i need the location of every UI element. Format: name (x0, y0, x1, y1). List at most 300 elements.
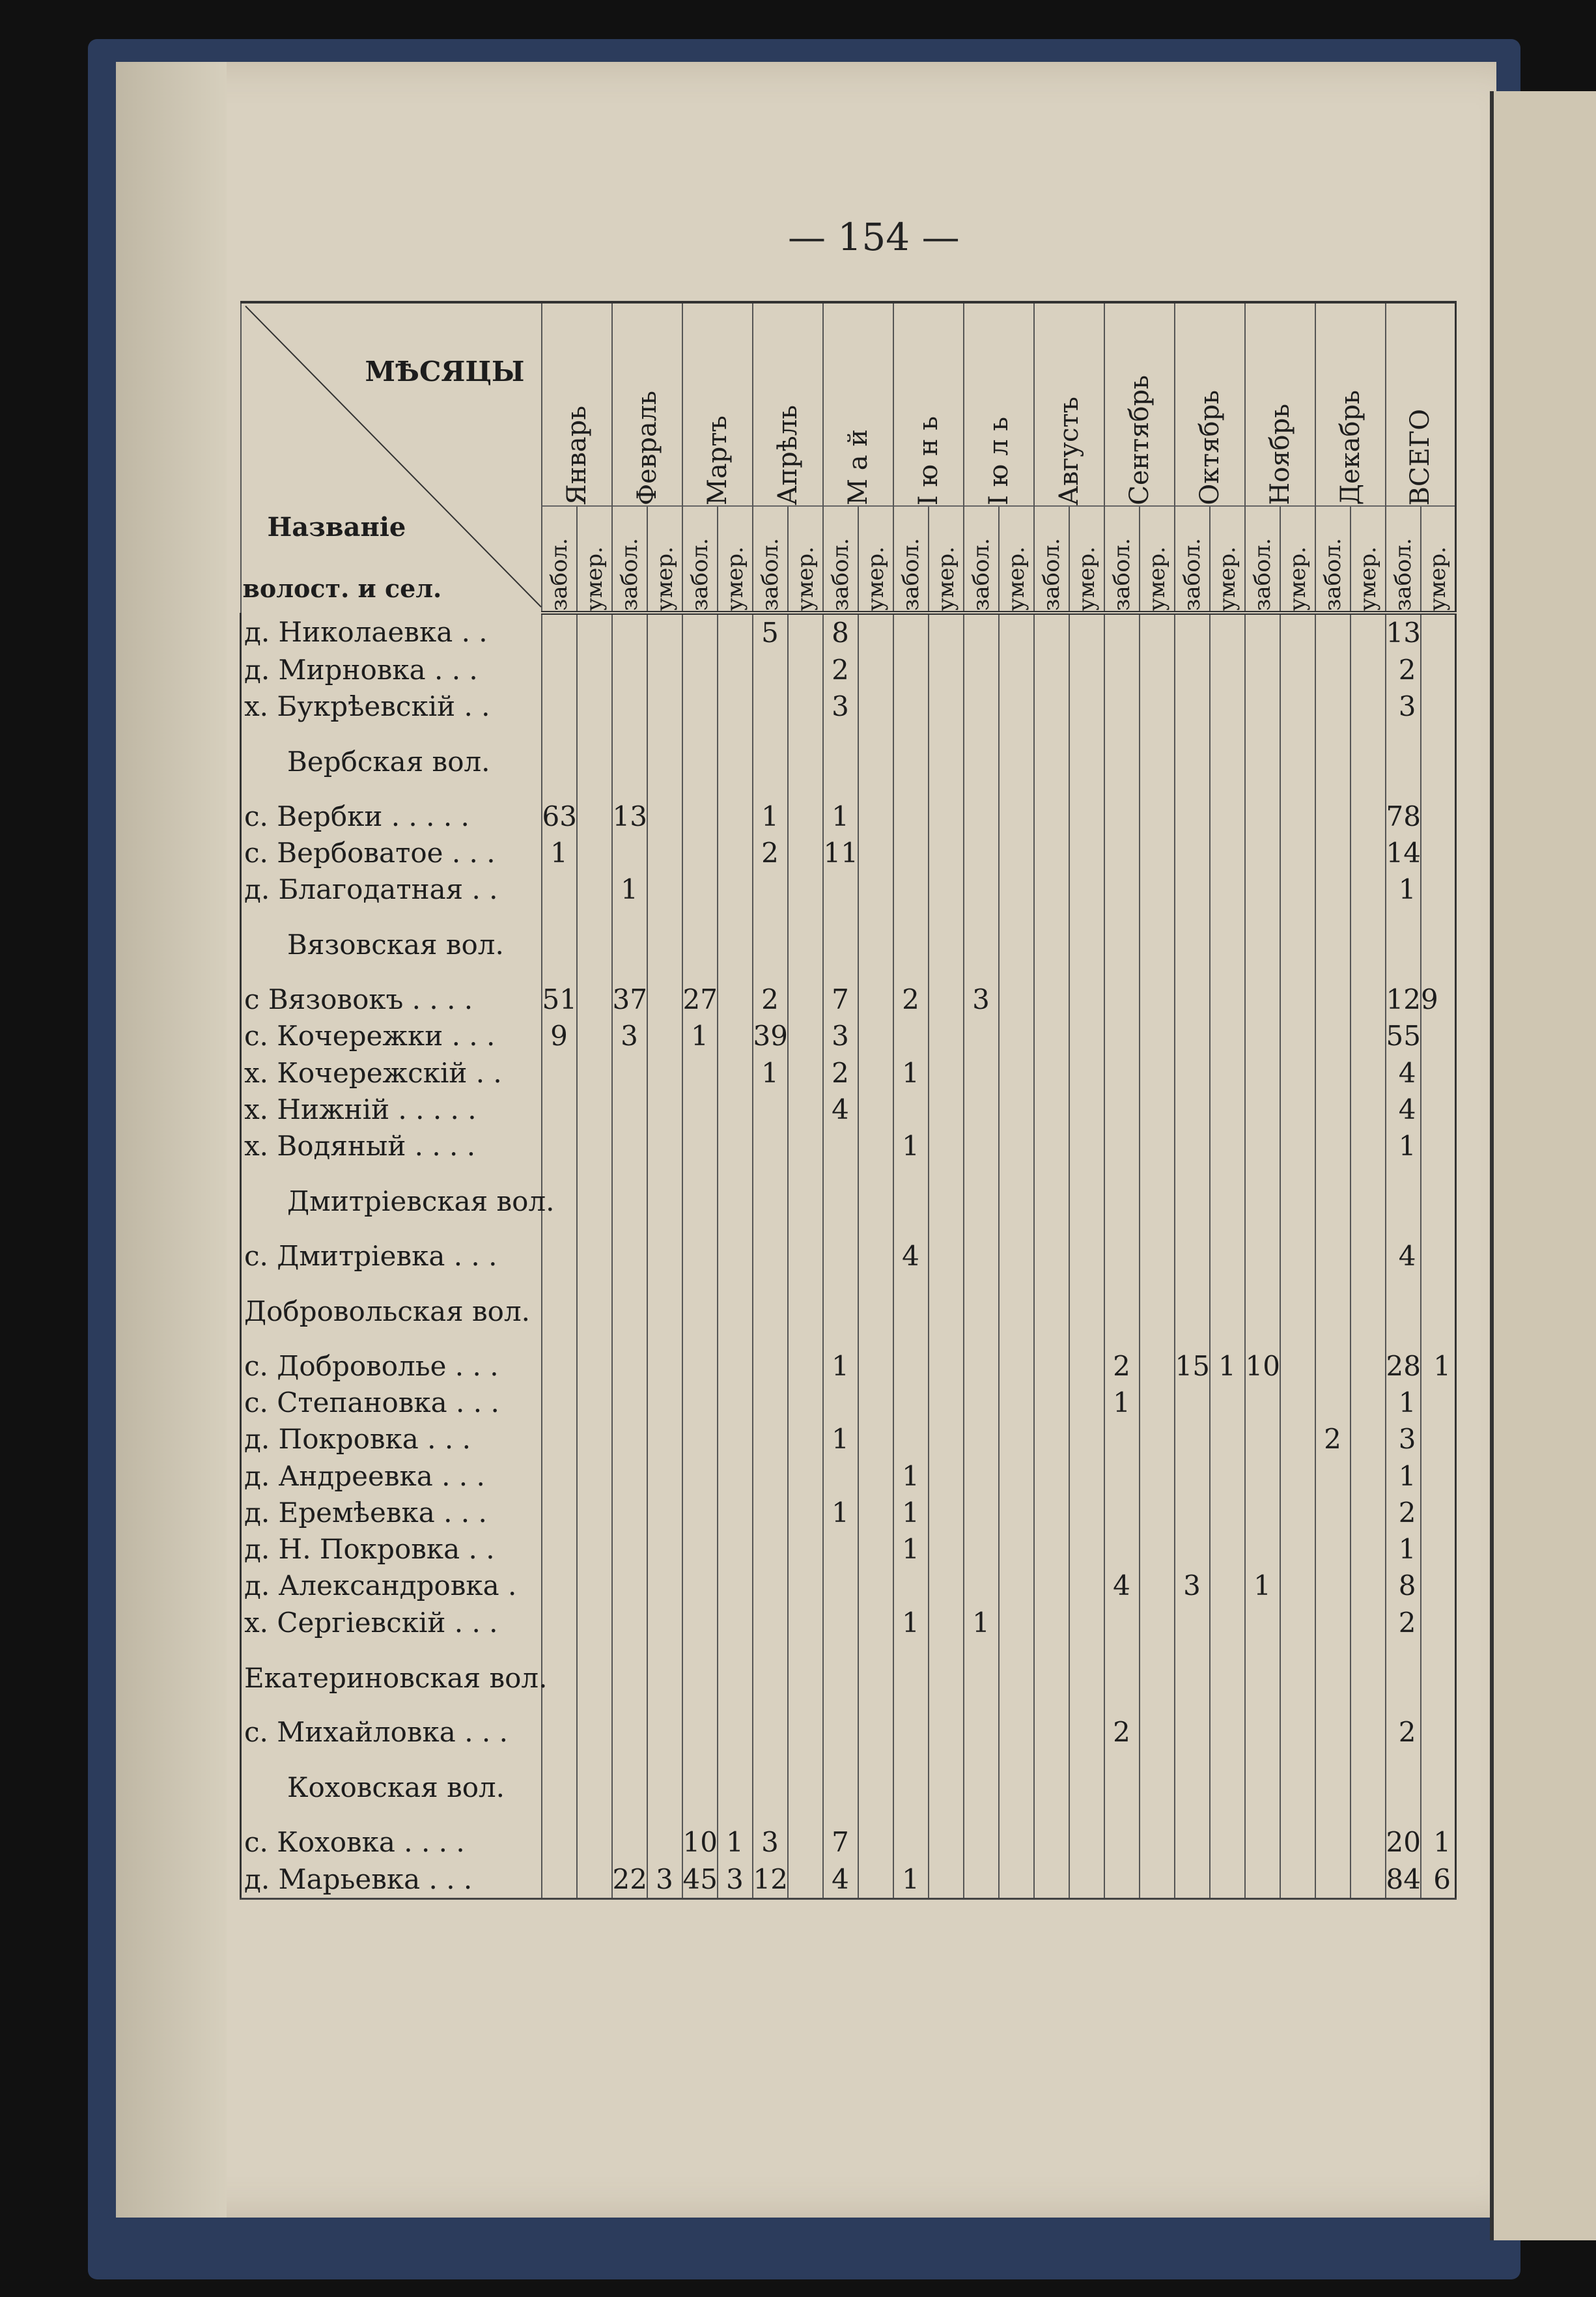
sick-count-cell: 4 (823, 1861, 858, 1898)
empty-cell (647, 1641, 682, 1715)
sick-count-cell: 15 (1175, 1348, 1210, 1385)
sick-count-cell (1245, 652, 1280, 688)
dead-count-cell (788, 1458, 823, 1494)
village-name: д. Н. Покровка . . (241, 1531, 542, 1568)
dead-count-cell: 3 (647, 1861, 682, 1898)
volost-name: Вязовская вол. (241, 908, 542, 981)
empty-cell (1351, 1751, 1386, 1825)
dead-count-cell (1140, 1385, 1175, 1421)
sick-count-cell: 28 (1386, 1348, 1421, 1385)
empty-cell (718, 1275, 753, 1348)
empty-cell (1175, 1275, 1210, 1348)
table-row (241, 652, 1485, 688)
dead-count-cell (858, 1604, 893, 1641)
dead-count-cell (1140, 1055, 1175, 1092)
sick-count-cell: 1 (612, 871, 647, 908)
empty-cell (1210, 1751, 1245, 1825)
dead-count-cell (1280, 835, 1315, 871)
empty-cell (1034, 725, 1069, 798)
empty-cell (577, 1275, 612, 1348)
empty-cell (1280, 1164, 1315, 1238)
empty-cell (1245, 1751, 1280, 1825)
sick-count-cell (1315, 1055, 1351, 1092)
dead-count-cell: 1 (1210, 1348, 1245, 1385)
empty-cell (788, 725, 823, 798)
dead-count-cell (858, 1495, 893, 1531)
sick-count-cell: 3 (823, 1018, 858, 1054)
dead-count-cell (1069, 871, 1104, 908)
dead-count-cell (718, 1531, 753, 1568)
empty-cell (1140, 1275, 1175, 1348)
empty-cell (823, 725, 858, 798)
sick-count-cell (1175, 1458, 1210, 1494)
sick-count-cell (1315, 1604, 1351, 1641)
dead-count-cell (929, 1861, 964, 1898)
dead-count-cell (788, 1055, 823, 1092)
empty-cell (1140, 1751, 1175, 1825)
month-header: І ю л ь (964, 302, 1034, 506)
month-header: Декабрь (1315, 302, 1386, 506)
dead-count-cell (1140, 1861, 1175, 1898)
dead-count-cell (1421, 1055, 1456, 1092)
village-name: х. Букрѣевскiй . . (241, 688, 542, 725)
sick-count-cell (542, 1531, 577, 1568)
sick-count-cell: 1 (753, 798, 788, 835)
sick-count-cell (1175, 871, 1210, 908)
empty-cell (788, 1641, 823, 1715)
dead-count-cell (1210, 1238, 1245, 1275)
sick-count-cell (964, 1714, 999, 1751)
empty-cell (718, 725, 753, 798)
sick-count-cell (1245, 1018, 1280, 1054)
dead-count-cell (577, 1092, 612, 1128)
dead-count-cell (1351, 613, 1386, 652)
dead-count-cell (647, 835, 682, 871)
sick-subheader: забол. (542, 506, 577, 613)
volost-name: Вербская вол. (241, 725, 542, 798)
dead-count-cell (1280, 1092, 1315, 1128)
dead-count-cell (718, 613, 753, 652)
sick-count-cell (612, 1385, 647, 1421)
dead-count-cell (718, 1458, 753, 1494)
dead-count-cell (1421, 1568, 1456, 1604)
sick-count-cell (1245, 1385, 1280, 1421)
sick-count-cell: 4 (893, 1238, 929, 1275)
sick-count-cell (1245, 1458, 1280, 1494)
dead-count-cell (1351, 688, 1386, 725)
sick-count-cell (682, 871, 718, 908)
empty-cell (1386, 1751, 1421, 1825)
dead-count-cell (1069, 1458, 1104, 1494)
dead-count-cell (647, 1458, 682, 1494)
sick-count-cell (1245, 688, 1280, 725)
sick-count-cell: 2 (823, 652, 858, 688)
dead-count-cell (718, 652, 753, 688)
dead-count-cell (1210, 1055, 1245, 1092)
dead-count-cell (858, 1714, 893, 1751)
empty-cell (682, 725, 718, 798)
table-row (241, 1092, 1485, 1128)
empty-cell (1245, 1275, 1280, 1348)
sick-count-cell (1104, 981, 1140, 1018)
sick-count-cell (682, 1238, 718, 1275)
sick-count-cell: 1 (1386, 1128, 1421, 1164)
page-edge (116, 62, 227, 2218)
sick-count-cell (542, 1824, 577, 1861)
dead-count-cell (999, 1604, 1034, 1641)
dead-count-cell (577, 1238, 612, 1275)
dead-count-cell (577, 1055, 612, 1092)
dead-count-cell (929, 1238, 964, 1275)
sick-count-cell (1034, 1714, 1069, 1751)
dead-count-cell (1140, 798, 1175, 835)
sick-count-cell (1175, 613, 1210, 652)
sick-count-cell: 1 (682, 1018, 718, 1054)
table-row (241, 1128, 1485, 1164)
dead-count-cell (647, 981, 682, 1018)
sick-count-cell: 1 (893, 1128, 929, 1164)
dead-subheader: умер. (1210, 506, 1245, 613)
empty-cell (1034, 908, 1069, 981)
dead-count-cell (1069, 1421, 1104, 1458)
dead-count-cell (999, 798, 1034, 835)
month-header: Октябрь (1175, 302, 1245, 506)
sick-count-cell: 3 (1386, 1421, 1421, 1458)
empty-cell (753, 1751, 788, 1825)
sick-count-cell (893, 871, 929, 908)
dead-count-cell (1069, 1824, 1104, 1861)
sick-count-cell (1245, 835, 1280, 871)
dead-count-cell (1421, 652, 1456, 688)
sick-count-cell (1315, 1238, 1351, 1275)
table-row (241, 1824, 1485, 1861)
sick-count-cell: 1 (823, 1348, 858, 1385)
empty-cell (647, 908, 682, 981)
dead-count-cell (1351, 798, 1386, 835)
dead-subheader: умер. (1351, 506, 1386, 613)
sick-count-cell (1315, 1714, 1351, 1751)
empty-cell (1386, 1641, 1421, 1715)
dead-count-cell (1351, 1128, 1386, 1164)
dead-count-cell (1140, 1238, 1175, 1275)
empty-cell (577, 908, 612, 981)
dead-count-cell (788, 798, 823, 835)
sick-count-cell: 27 (682, 981, 718, 1018)
village-name: д. Благодатная . . (241, 871, 542, 908)
sick-count-cell (823, 1238, 858, 1275)
dead-count-cell (1069, 1018, 1104, 1054)
sick-count-cell (1034, 1495, 1069, 1531)
sick-count-cell (753, 1604, 788, 1641)
dead-count-cell (1140, 981, 1175, 1018)
sick-count-cell: 2 (1104, 1348, 1140, 1385)
empty-cell (612, 1275, 647, 1348)
sick-count-cell (753, 1531, 788, 1568)
dead-count-cell (577, 613, 612, 652)
empty-cell (1245, 1164, 1280, 1238)
sick-count-cell (1315, 1385, 1351, 1421)
sick-count-cell (1175, 1604, 1210, 1641)
dead-count-cell (999, 1458, 1034, 1494)
empty-cell (1069, 1275, 1104, 1348)
dead-count-cell (1210, 1824, 1245, 1861)
dead-count-cell (999, 1568, 1034, 1604)
sick-count-cell: 11 (823, 835, 858, 871)
dead-count-cell (1069, 1604, 1104, 1641)
sick-count-cell (1104, 1238, 1140, 1275)
empty-cell (999, 908, 1034, 981)
table-row (241, 798, 1485, 835)
empty-cell (542, 725, 577, 798)
dead-count-cell (1280, 981, 1315, 1018)
sick-count-cell: 13 (1386, 613, 1421, 652)
empty-cell (1245, 1641, 1280, 1715)
table-corner-header (241, 302, 542, 613)
dead-count-cell (1351, 1238, 1386, 1275)
dead-count-cell (718, 1018, 753, 1054)
empty-cell (964, 1641, 999, 1715)
table-row (241, 871, 1485, 908)
sick-count-cell (1245, 871, 1280, 908)
empty-cell (1421, 1641, 1456, 1715)
volost-name: Коховская вол. (241, 1751, 542, 1825)
village-name: с Вязовокъ . . . . (241, 981, 542, 1018)
sick-count-cell: 1 (823, 1421, 858, 1458)
dead-count-cell (1351, 1604, 1386, 1641)
village-name: с. Кочережки . . . (241, 1018, 542, 1054)
empty-cell (1034, 1751, 1069, 1825)
volost-section-row (241, 1275, 1485, 1348)
empty-cell (753, 725, 788, 798)
table-body (241, 613, 1485, 1899)
sick-count-cell (1315, 871, 1351, 908)
dead-count-cell (577, 1421, 612, 1458)
dead-count-cell (718, 835, 753, 871)
empty-cell (788, 1275, 823, 1348)
empty-cell (893, 1641, 929, 1715)
sick-count-cell: 4 (1104, 1568, 1140, 1604)
sick-count-cell (1034, 1861, 1069, 1898)
sick-count-cell (1104, 1861, 1140, 1898)
sick-count-cell (1245, 1128, 1280, 1164)
dead-count-cell (858, 1092, 893, 1128)
dead-subheader: умер. (929, 506, 964, 613)
village-name: х. Нижнiй . . . . . (241, 1092, 542, 1128)
empty-cell (1069, 1751, 1104, 1825)
table-row (241, 1238, 1485, 1275)
empty-cell (1034, 1641, 1069, 1715)
sick-subheader: забол. (1386, 506, 1421, 613)
sick-count-cell (612, 1495, 647, 1531)
sick-count-cell (612, 1458, 647, 1494)
dead-count-cell (1069, 1348, 1104, 1385)
dead-count-cell (1421, 1531, 1456, 1568)
sick-count-cell (964, 652, 999, 688)
empty-cell (858, 1164, 893, 1238)
sick-count-cell (1104, 688, 1140, 725)
sick-count-cell (1034, 613, 1069, 652)
dead-count-cell (929, 1495, 964, 1531)
empty-cell (577, 1164, 612, 1238)
dead-count-cell (577, 1714, 612, 1751)
sick-count-cell (682, 1458, 718, 1494)
dead-count-cell (788, 688, 823, 725)
sick-count-cell: 8 (1386, 1568, 1421, 1604)
dead-count-cell (1069, 1238, 1104, 1275)
table-row (241, 1495, 1485, 1531)
dead-count-cell (718, 1714, 753, 1751)
sick-count-cell: 20 (1386, 1824, 1421, 1861)
sick-count-cell (753, 1714, 788, 1751)
dead-count-cell (1140, 652, 1175, 688)
sick-count-cell (1245, 1495, 1280, 1531)
empty-cell (612, 908, 647, 981)
sick-count-cell (1175, 1861, 1210, 1898)
empty-cell (1034, 1164, 1069, 1238)
empty-cell (1069, 1164, 1104, 1238)
empty-cell (1104, 1641, 1140, 1715)
empty-cell (929, 1641, 964, 1715)
sick-count-cell (964, 1092, 999, 1128)
dead-count-cell (647, 1495, 682, 1531)
sick-count-cell (1034, 688, 1069, 725)
table-row (241, 1531, 1485, 1568)
sick-count-cell (542, 1128, 577, 1164)
sick-count-cell (682, 1495, 718, 1531)
dead-count-cell (929, 1714, 964, 1751)
sick-count-cell (964, 1238, 999, 1275)
sick-count-cell (823, 1385, 858, 1421)
empty-cell (1210, 1275, 1245, 1348)
sick-count-cell (1245, 1824, 1280, 1861)
empty-cell (893, 908, 929, 981)
empty-cell (577, 725, 612, 798)
sick-count-cell (1034, 1531, 1069, 1568)
dead-count-cell (1280, 1714, 1315, 1751)
sick-count-cell: 14 (1386, 835, 1421, 871)
sick-count-cell (1034, 1348, 1069, 1385)
empty-cell (1315, 1164, 1351, 1238)
sick-count-cell (893, 1348, 929, 1385)
dead-count-cell (647, 1385, 682, 1421)
sick-count-cell (893, 1018, 929, 1054)
sick-count-cell (1104, 1824, 1140, 1861)
village-name: с. Коховка . . . . (241, 1824, 542, 1861)
sick-count-cell (682, 1055, 718, 1092)
sick-subheader: забол. (1175, 506, 1210, 613)
dead-count-cell (577, 1568, 612, 1604)
dead-count-cell (1210, 1495, 1245, 1531)
month-header-row (241, 302, 1485, 506)
empty-cell (647, 725, 682, 798)
dead-count-cell (858, 1458, 893, 1494)
empty-cell (1421, 725, 1456, 798)
empty-cell (1421, 1164, 1456, 1238)
dead-count-cell (999, 1495, 1034, 1531)
dead-count-cell (577, 1495, 612, 1531)
dead-count-cell (1280, 1458, 1315, 1494)
sick-count-cell (1034, 1055, 1069, 1092)
sick-count-cell: 129 (1386, 981, 1421, 1018)
dead-count-cell (1421, 871, 1456, 908)
dead-count-cell (858, 1421, 893, 1458)
sick-count-cell (1175, 1092, 1210, 1128)
empty-cell (823, 1641, 858, 1715)
dead-count-cell (577, 835, 612, 871)
sick-count-cell (1175, 1055, 1210, 1092)
page-number: — 154 — (788, 215, 960, 259)
dead-count-cell (1140, 1824, 1175, 1861)
dead-count-cell (647, 1018, 682, 1054)
dead-count-cell (1421, 688, 1456, 725)
dead-count-cell (858, 688, 893, 725)
dead-count-cell (1351, 981, 1386, 1018)
dead-count-cell (1069, 981, 1104, 1018)
dead-count-cell (999, 1348, 1034, 1385)
dead-count-cell (858, 613, 893, 652)
sick-count-cell (1104, 1458, 1140, 1494)
dead-count-cell (999, 1861, 1034, 1898)
dead-count-cell (858, 1568, 893, 1604)
sick-count-cell (1034, 1568, 1069, 1604)
dead-count-cell (999, 688, 1034, 725)
sick-count-cell (753, 1238, 788, 1275)
empty-cell (647, 1751, 682, 1825)
month-header: Январь (542, 302, 612, 506)
sick-count-cell (964, 1824, 999, 1861)
dead-count-cell (647, 688, 682, 725)
sick-count-cell (1104, 1604, 1140, 1641)
dead-count-cell (1351, 871, 1386, 908)
empty-cell (1315, 1275, 1351, 1348)
empty-cell (964, 1164, 999, 1238)
dead-count-cell (1210, 1531, 1245, 1568)
empty-cell (1315, 1641, 1351, 1715)
dead-count-cell (1210, 1018, 1245, 1054)
dead-count-cell (999, 613, 1034, 652)
dead-count-cell (718, 798, 753, 835)
sick-count-cell (612, 1714, 647, 1751)
sick-count-cell: 2 (753, 981, 788, 1018)
table-row (241, 1604, 1485, 1641)
empty-cell (1104, 1275, 1140, 1348)
sick-count-cell: 9 (542, 1018, 577, 1054)
row-label-line2: волост. и сел. (242, 574, 442, 603)
sick-count-cell (1034, 1385, 1069, 1421)
dead-count-cell (1351, 652, 1386, 688)
dead-count-cell (1351, 835, 1386, 871)
dead-count-cell (788, 1238, 823, 1275)
dead-count-cell (858, 798, 893, 835)
sick-count-cell: 45 (682, 1861, 718, 1898)
empty-cell (964, 1275, 999, 1348)
sick-count-cell (753, 1458, 788, 1494)
dead-count-cell (718, 1421, 753, 1458)
dead-count-cell (718, 1238, 753, 1275)
sick-count-cell (1034, 798, 1069, 835)
sick-count-cell: 55 (1386, 1018, 1421, 1054)
dead-count-cell (929, 1055, 964, 1092)
sick-count-cell: 4 (823, 1092, 858, 1128)
sick-count-cell (612, 1531, 647, 1568)
village-name: с. Вербки . . . . . (241, 798, 542, 835)
dead-count-cell (1140, 1348, 1175, 1385)
sick-count-cell (964, 1385, 999, 1421)
village-name: д. Николаевка . . (241, 613, 542, 652)
dead-count-cell (858, 1531, 893, 1568)
empty-cell (1175, 908, 1210, 981)
table-row (241, 1055, 1485, 1092)
